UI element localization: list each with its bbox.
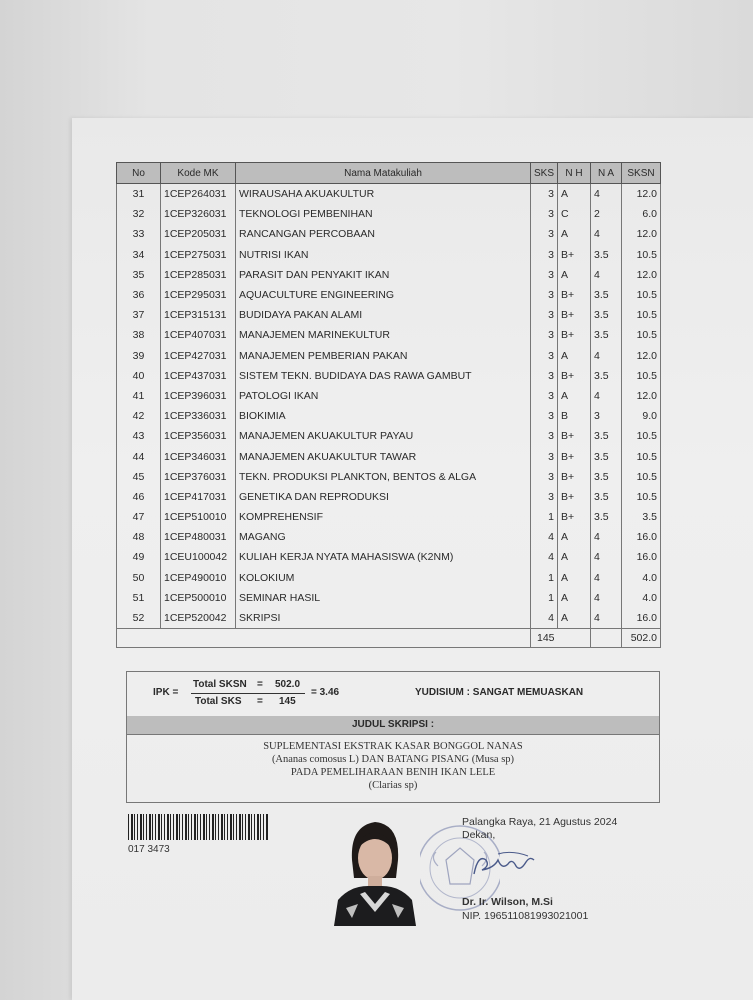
row-sks: 3: [531, 325, 558, 345]
row-sks: 4: [531, 527, 558, 547]
judul-line-1: SUPLEMENTASI EKSTRAK KASAR BONGGOL NANAS: [263, 741, 523, 752]
row-kode: 1CEP295031: [161, 285, 236, 305]
header-no: No: [117, 163, 161, 184]
signer-nip: NIP. 196511081993021001: [462, 910, 589, 922]
row-kode: 1CEP264031: [161, 184, 236, 205]
row-no: 45: [117, 467, 161, 487]
row-nh: B: [558, 406, 591, 426]
barcode-number: 017 3473: [128, 844, 170, 855]
row-nama: GENETIKA DAN REPRODUKSI: [236, 487, 531, 507]
row-na: 4: [591, 184, 622, 205]
table-row: [117, 325, 661, 345]
table-row: [117, 184, 661, 205]
row-nh: B+: [558, 467, 591, 487]
row-sksn: 12.0: [622, 265, 661, 285]
row-kode: 1CEP336031: [161, 406, 236, 426]
row-nama: WIRAUSAHA AKUAKULTUR: [236, 184, 531, 205]
row-nama: KOLOKIUM: [236, 568, 531, 588]
row-sks: 3: [531, 224, 558, 244]
signer-role: Dekan,: [462, 829, 496, 841]
table-row: [117, 386, 661, 406]
row-na: 3.5: [591, 325, 622, 345]
row-nh: B+: [558, 285, 591, 305]
table-row: [117, 265, 661, 285]
row-nh: B+: [558, 487, 591, 507]
row-kode: 1CEP520042: [161, 608, 236, 629]
row-sksn: 16.0: [622, 527, 661, 547]
table-row: [117, 224, 661, 244]
judul-text: [127, 735, 659, 792]
row-nh: B+: [558, 305, 591, 325]
row-sksn: 12.0: [622, 386, 661, 406]
total-sks: 145: [531, 629, 591, 648]
row-sksn: 10.5: [622, 426, 661, 446]
ipk-den-label: Total SKS: [195, 696, 242, 707]
row-nama: RANCANGAN PERCOBAAN: [236, 224, 531, 244]
row-sksn: 12.0: [622, 224, 661, 244]
row-na: 3.5: [591, 487, 622, 507]
signature-scribble-icon: [468, 846, 538, 880]
row-no: 32: [117, 204, 161, 224]
student-photo: [330, 808, 420, 926]
row-na: 3.5: [591, 507, 622, 527]
row-no: 48: [117, 527, 161, 547]
row-sksn: 10.5: [622, 245, 661, 265]
grades-table: [116, 162, 661, 648]
row-kode: 1CEP356031: [161, 426, 236, 446]
row-sks: 3: [531, 487, 558, 507]
row-nama: PATOLOGI IKAN: [236, 386, 531, 406]
row-sksn: 6.0: [622, 204, 661, 224]
row-sks: 3: [531, 285, 558, 305]
row-kode: 1CEP346031: [161, 446, 236, 466]
row-nh: A: [558, 224, 591, 244]
row-no: 51: [117, 588, 161, 608]
row-na: 2: [591, 204, 622, 224]
header-sksn: SKSN: [622, 163, 661, 184]
row-kode: 1CEP417031: [161, 487, 236, 507]
row-nh: A: [558, 568, 591, 588]
table-row: [117, 527, 661, 547]
row-sks: 3: [531, 204, 558, 224]
row-na: 4: [591, 608, 622, 629]
row-na: 3.5: [591, 467, 622, 487]
header-kode: Kode MK: [161, 163, 236, 184]
row-sksn: 4.0: [622, 568, 661, 588]
row-na: 3.5: [591, 305, 622, 325]
row-nama: KOMPREHENSIF: [236, 507, 531, 527]
row-kode: 1CEP480031: [161, 527, 236, 547]
row-nh: B+: [558, 426, 591, 446]
row-kode: 1CEP490010: [161, 568, 236, 588]
row-sks: 4: [531, 608, 558, 629]
signer-name: Dr. Ir. Wilson, M.Si: [462, 896, 553, 908]
judul-line-2: (Ananas comosus L) DAN BATANG PISANG (Musa sp): [271, 754, 515, 765]
row-kode: 1CEP407031: [161, 325, 236, 345]
table-row: [117, 346, 661, 366]
total-spacer-na: [591, 629, 622, 648]
row-no: 36: [117, 285, 161, 305]
row-na: 4: [591, 265, 622, 285]
row-sks: 3: [531, 446, 558, 466]
header-nama: Nama Matakuliah: [236, 163, 531, 184]
row-sks: 4: [531, 547, 558, 567]
judul-heading: JUDUL SKRIPSI :: [127, 716, 659, 735]
row-sksn: 10.5: [622, 467, 661, 487]
row-kode: 1CEP500010: [161, 588, 236, 608]
row-nama: TEKN. PRODUKSI PLANKTON, BENTOS & ALGA: [236, 467, 531, 487]
row-no: 42: [117, 406, 161, 426]
row-sksn: 4.0: [622, 588, 661, 608]
row-nh: A: [558, 547, 591, 567]
row-nama: SKRIPSI: [236, 608, 531, 629]
row-sksn: 16.0: [622, 608, 661, 629]
row-nh: A: [558, 184, 591, 205]
row-nama: SEMINAR HASIL: [236, 588, 531, 608]
row-sks: 1: [531, 507, 558, 527]
row-na: 4: [591, 568, 622, 588]
row-nh: B+: [558, 245, 591, 265]
row-kode: 1CEP205031: [161, 224, 236, 244]
row-no: 34: [117, 245, 161, 265]
row-na: 3: [591, 406, 622, 426]
row-sksn: 10.5: [622, 487, 661, 507]
row-na: 4: [591, 224, 622, 244]
ipk-den-eq: =: [257, 696, 263, 707]
ipk-result: = 3.46: [311, 687, 340, 698]
row-no: 35: [117, 265, 161, 285]
row-no: 50: [117, 568, 161, 588]
row-nama: MANAJEMEN AKUAKULTUR TAWAR: [236, 446, 531, 466]
row-na: 4: [591, 386, 622, 406]
row-no: 47: [117, 507, 161, 527]
total-row: [117, 629, 661, 648]
row-sksn: 10.5: [622, 446, 661, 466]
fraction-line: [191, 693, 305, 694]
row-kode: 1CEP376031: [161, 467, 236, 487]
row-no: 46: [117, 487, 161, 507]
row-sksn: 10.5: [622, 285, 661, 305]
ipk-num-label: Total SKSN: [193, 679, 247, 690]
row-sks: 3: [531, 245, 558, 265]
table-row: [117, 406, 661, 426]
portrait-icon: [330, 808, 420, 926]
row-no: 31: [117, 184, 161, 205]
row-nama: KULIAH KERJA NYATA MAHASISWA (K2NM): [236, 547, 531, 567]
header-nh: N H: [558, 163, 591, 184]
place-date: Palangka Raya, 21 Agustus 2024: [462, 816, 618, 828]
row-nama: PARASIT DAN PENYAKIT IKAN: [236, 265, 531, 285]
row-nh: B+: [558, 325, 591, 345]
row-sksn: 9.0: [622, 406, 661, 426]
ipk-label: IPK =: [153, 687, 179, 698]
row-na: 3.5: [591, 366, 622, 386]
row-na: 4: [591, 346, 622, 366]
row-nh: B+: [558, 366, 591, 386]
row-kode: 1CEP285031: [161, 265, 236, 285]
row-kode: 1CEU100042: [161, 547, 236, 567]
ipk-num-value: 502.0: [275, 679, 301, 690]
row-nh: A: [558, 588, 591, 608]
row-no: 43: [117, 426, 161, 446]
row-no: 52: [117, 608, 161, 629]
row-sks: 3: [531, 346, 558, 366]
table-row: [117, 507, 661, 527]
row-kode: 1CEP510010: [161, 507, 236, 527]
row-sks: 3: [531, 426, 558, 446]
row-no: 33: [117, 224, 161, 244]
table-row: [117, 426, 661, 446]
row-nama: BUDIDAYA PAKAN ALAMI: [236, 305, 531, 325]
row-sks: 3: [531, 265, 558, 285]
row-no: 37: [117, 305, 161, 325]
yudisium: YUDISIUM : SANGAT MEMUASKAN: [415, 687, 584, 698]
header-na: N A: [591, 163, 622, 184]
row-sks: 1: [531, 588, 558, 608]
table-row: [117, 446, 661, 466]
row-nama: TEKNOLOGI PEMBENIHAN: [236, 204, 531, 224]
row-sks: 3: [531, 406, 558, 426]
table-row: [117, 305, 661, 325]
row-kode: 1CEP275031: [161, 245, 236, 265]
table-row: [117, 285, 661, 305]
row-kode: 1CEP326031: [161, 204, 236, 224]
table-row: [117, 568, 661, 588]
row-na: 3.5: [591, 426, 622, 446]
table-row: [117, 547, 661, 567]
row-sks: 1: [531, 568, 558, 588]
row-sks: 3: [531, 467, 558, 487]
row-na: 4: [591, 527, 622, 547]
row-nh: A: [558, 386, 591, 406]
row-na: 3.5: [591, 245, 622, 265]
row-nama: MANAJEMEN MARINEKULTUR: [236, 325, 531, 345]
row-sksn: 3.5: [622, 507, 661, 527]
row-sksn: 10.5: [622, 305, 661, 325]
row-nama: MANAJEMEN PEMBERIAN PAKAN: [236, 346, 531, 366]
row-nama: NUTRISI IKAN: [236, 245, 531, 265]
row-no: 41: [117, 386, 161, 406]
ipk-box: [126, 671, 660, 717]
row-no: 39: [117, 346, 161, 366]
total-sksn: 502.0: [622, 629, 661, 648]
row-na: 4: [591, 547, 622, 567]
row-nama: BIOKIMIA: [236, 406, 531, 426]
table-row: [117, 467, 661, 487]
row-nama: AQUACULTURE ENGINEERING: [236, 285, 531, 305]
row-sks: 3: [531, 386, 558, 406]
table-row: [117, 588, 661, 608]
row-kode: 1CEP437031: [161, 366, 236, 386]
row-na: 3.5: [591, 285, 622, 305]
judul-line-4: (Clarias sp): [368, 780, 418, 791]
table-row: [117, 608, 661, 629]
ipk-den-value: 145: [279, 696, 296, 707]
row-nh: A: [558, 527, 591, 547]
row-na: 4: [591, 588, 622, 608]
row-sks: 3: [531, 184, 558, 205]
row-sksn: 10.5: [622, 325, 661, 345]
row-nh: A: [558, 608, 591, 629]
row-nh: A: [558, 346, 591, 366]
row-sksn: 12.0: [622, 184, 661, 205]
table-header-row: [117, 163, 661, 184]
table-row: [117, 245, 661, 265]
judul-line-3: PADA PEMELIHARAAN BENIH IKAN LELE: [290, 767, 496, 778]
row-nama: MAGANG: [236, 527, 531, 547]
row-kode: 1CEP396031: [161, 386, 236, 406]
row-sks: 3: [531, 366, 558, 386]
table-row: [117, 204, 661, 224]
row-sksn: 16.0: [622, 547, 661, 567]
table-row: [117, 366, 661, 386]
table-row: [117, 487, 661, 507]
row-nh: A: [558, 265, 591, 285]
row-no: 49: [117, 547, 161, 567]
row-sksn: 12.0: [622, 346, 661, 366]
row-no: 38: [117, 325, 161, 345]
barcode: [128, 814, 268, 840]
total-spacer: [117, 629, 531, 648]
row-sks: 3: [531, 305, 558, 325]
row-na: 3.5: [591, 446, 622, 466]
header-sks: SKS: [531, 163, 558, 184]
row-kode: 1CEP315131: [161, 305, 236, 325]
row-nama: SISTEM TEKN. BUDIDAYA DAS RAWA GAMBUT: [236, 366, 531, 386]
row-kode: 1CEP427031: [161, 346, 236, 366]
ipk-num-eq: =: [257, 679, 263, 690]
row-sksn: 10.5: [622, 366, 661, 386]
row-no: 40: [117, 366, 161, 386]
row-no: 44: [117, 446, 161, 466]
row-nh: B+: [558, 446, 591, 466]
judul-skripsi-box: [126, 716, 660, 803]
row-nh: C: [558, 204, 591, 224]
row-nama: MANAJEMEN AKUAKULTUR PAYAU: [236, 426, 531, 446]
row-nh: B+: [558, 507, 591, 527]
